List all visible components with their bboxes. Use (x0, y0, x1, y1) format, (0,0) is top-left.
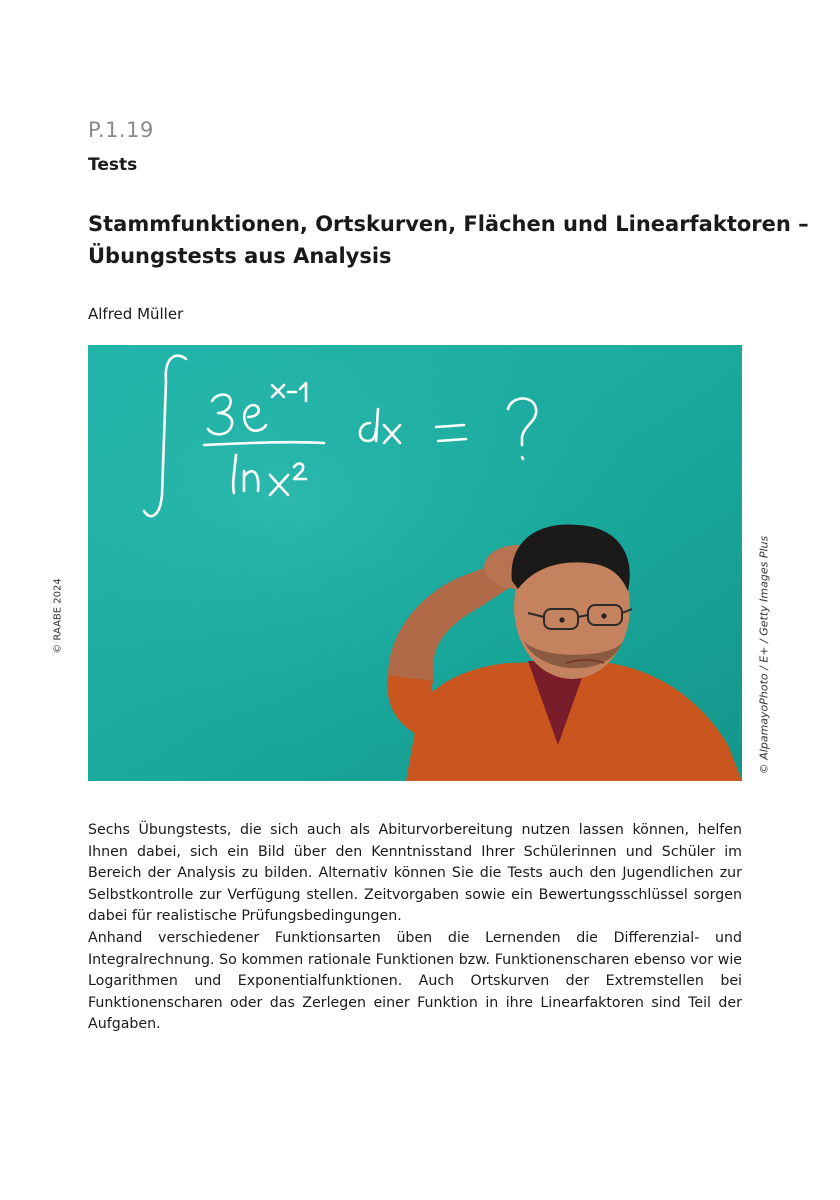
abstract (88, 820, 742, 1036)
photo-credit: © AlpamayoPhoto / E+ / Getty Images Plus (757, 535, 771, 775)
title-line-1: Stammfunktionen, Ortskurven, Flächen und Linearfaktoren – (88, 212, 809, 236)
title-line-2: Übungstests aus Analysis (88, 244, 392, 268)
author-name: Alfred Müller (88, 305, 184, 323)
page-title (88, 208, 809, 272)
material-code: P.1.19 (88, 118, 154, 142)
cover-photo (88, 345, 742, 781)
abstract-paragraph-1: Sechs Übungstests, die sich auch als Abiturvorbereitung nutzen lassen können, helfen Ihnen dabei, sich ein Bild über den Kenntnisstand Ihrer Schülerinnen und Schüler im Bereich der Analysis zu bilden. Alternativ können Sie die Tests auch den Jugendlichen zur Selbstkontrolle zur Verfügung stellen. Zeitvorgaben sowie ein Bewertungsschlüssel sorgen dabei für realistische Prüfungsbedingungen. (88, 822, 742, 925)
chalkboard-photo-illustration (88, 345, 742, 781)
copyright-note: © RAABE 2024 (52, 578, 64, 654)
abstract-paragraph-2: Anhand verschiedener Funktionsarten üben die Lernenden die Differenzial- und Integralrechnung. So kommen rationale Funktionen bzw. Funktionenscharen ebenso vor wie Logarithmen und Exponentialfunktionen. Auch Ortskurven der Extremstellen bei Funktionenscharen oder das Zerlegen einer Funktion in ihre Linearfaktoren sind Teil der Aufgaben. (88, 929, 742, 1033)
category-label: Tests (88, 155, 138, 175)
